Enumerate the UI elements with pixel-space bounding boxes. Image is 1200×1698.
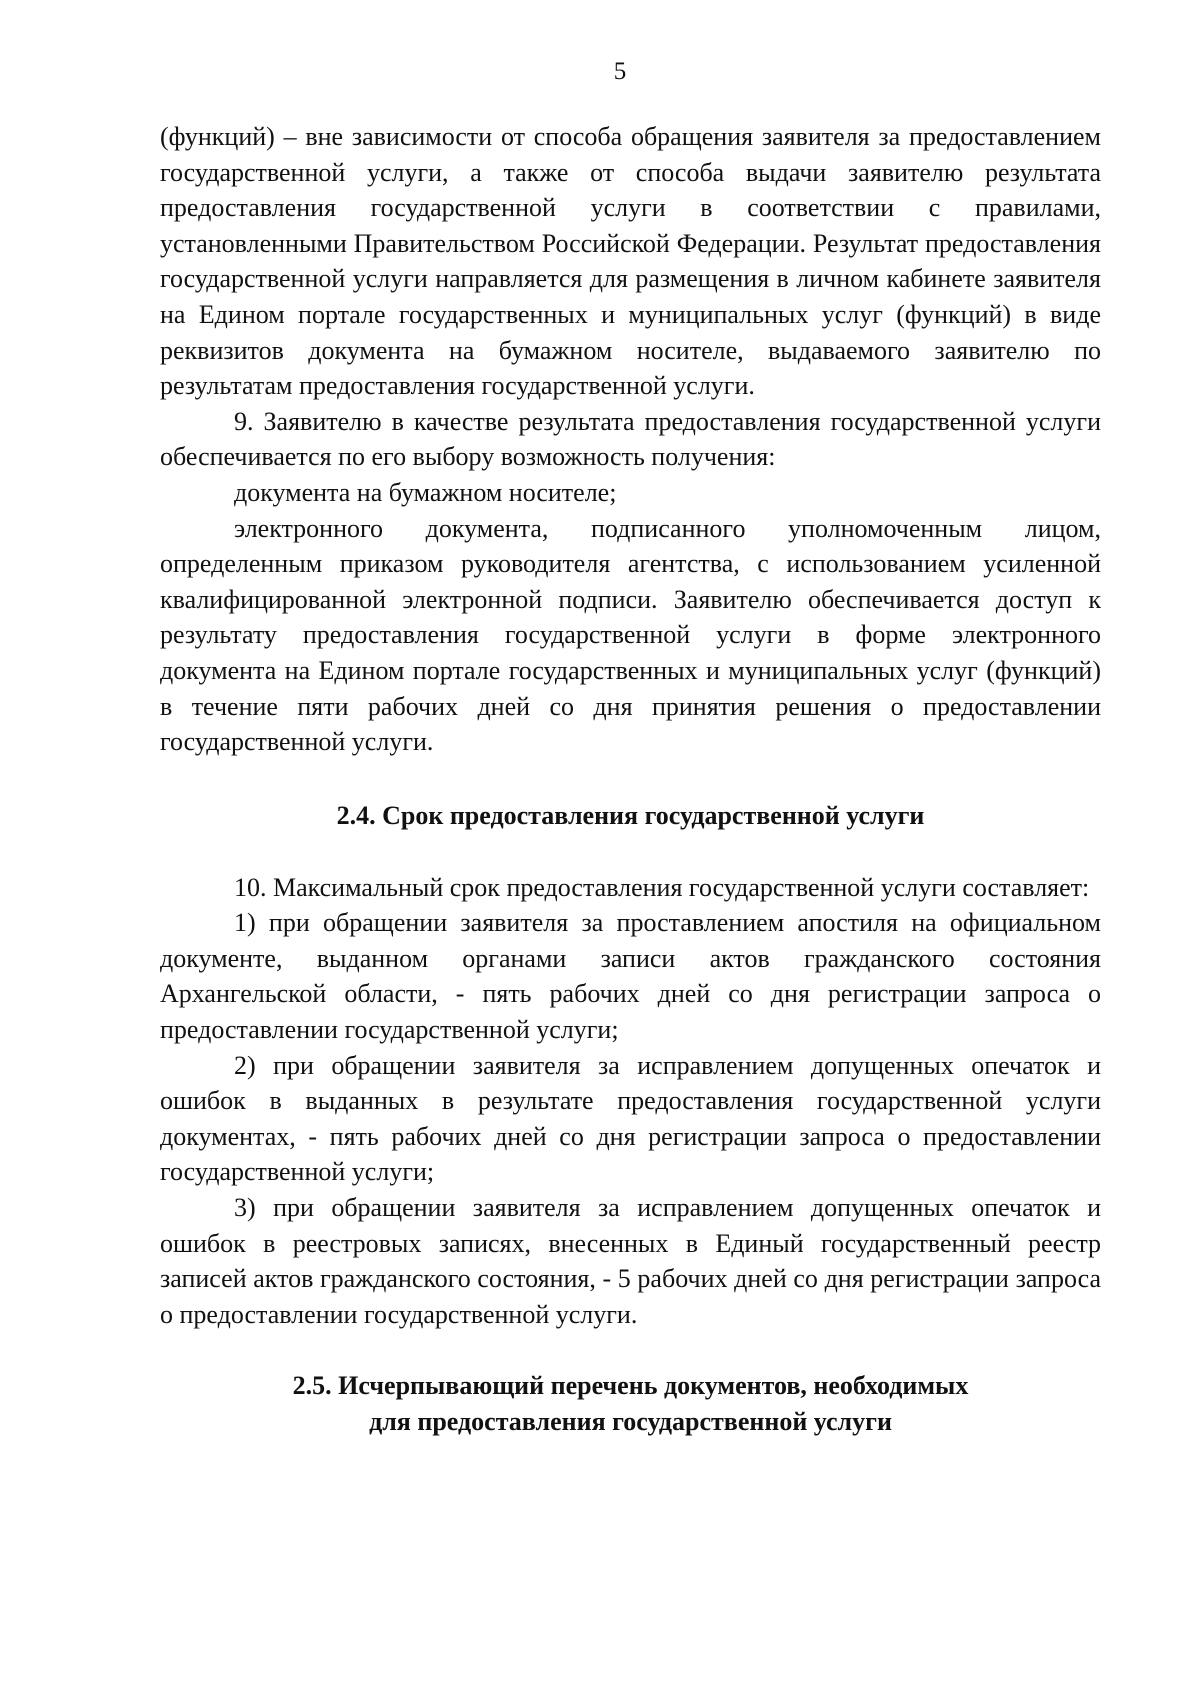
section-2-5-heading xyxy=(160,1368,1101,1440)
section-2-4-heading: 2.4. Срок предоставления государственной услуги xyxy=(336,800,925,830)
paragraph-continuation: (функций) – вне зависимости от способа обращения заявителя за предоставлением государственной услуги, а также от способа выдачи заявителю результата предоставления государственной услуги в соответствии с правилами, установленными Правительством Российской Федерации. Результат предоставления государственной услуги направляется для размещения в личном кабинете заявителя на Едином портале государственных и муниципальных услуг (функций) в виде реквизитов документа на бумажном носителе, выдаваемого заявителю по результатам предоставления государственной услуги. xyxy=(160,122,1101,401)
paragraph-10: 10. Максимальный срок предоставления государственной услуги составляет: xyxy=(234,872,1090,902)
section-2-5-heading-line-2: для предоставления государственной услуги xyxy=(369,1407,892,1437)
paragraph-10-item-1: 1) при обращении заявителя за проставлением апостиля на официальном документе, выданном органами записи актов гражданского состояния Архангельской области, - пять рабочих дней со дня регистрации запроса о предоставлении государственной услуги; xyxy=(160,908,1101,1045)
paragraph-10-item-2: 2) при обращении заявителя за исправлением допущенных опечаток и ошибок в выданных в результате предоставления государственной услуги документах, - пять рабочих дней со дня регистрации запроса о предоставлении государственной услуги; xyxy=(160,1050,1101,1187)
paragraph-9: 9. Заявителю в качестве результата предоставления государственной услуги обеспечивается по его выбору возможность получения: xyxy=(160,406,1101,472)
page-number: 5 xyxy=(613,58,627,85)
page-content xyxy=(160,119,1101,1440)
paragraph-10-item-3: 3) при обращении заявителя за исправлением допущенных опечаток и ошибок в реестровых записях, внесенных в Единый государственный реестр записей актов гражданского состояния, - 5 рабочих дней со дня регистрации запроса о предоставлении государственной услуги. xyxy=(160,1193,1101,1329)
paragraph-9-option-paper: документа на бумажном носителе; xyxy=(234,477,617,507)
section-2-5-heading-line-1: 2.5. Исчерпывающий перечень документов, необходимых xyxy=(292,1371,969,1401)
paragraph-9-option-electronic: электронного документа, подписанного уполномоченным лицом, определенным приказом руководителя агентства, с использованием усиленной квалифицированной электронной подписи. Заявителю обеспечивается доступ к результату предоставления государственной услуги в форме электронного документа на Едином портале государственных и муниципальных услуг (функций) в течение пяти рабочих дней со дня принятия решения о предоставлении государственной услуги. xyxy=(160,513,1101,757)
